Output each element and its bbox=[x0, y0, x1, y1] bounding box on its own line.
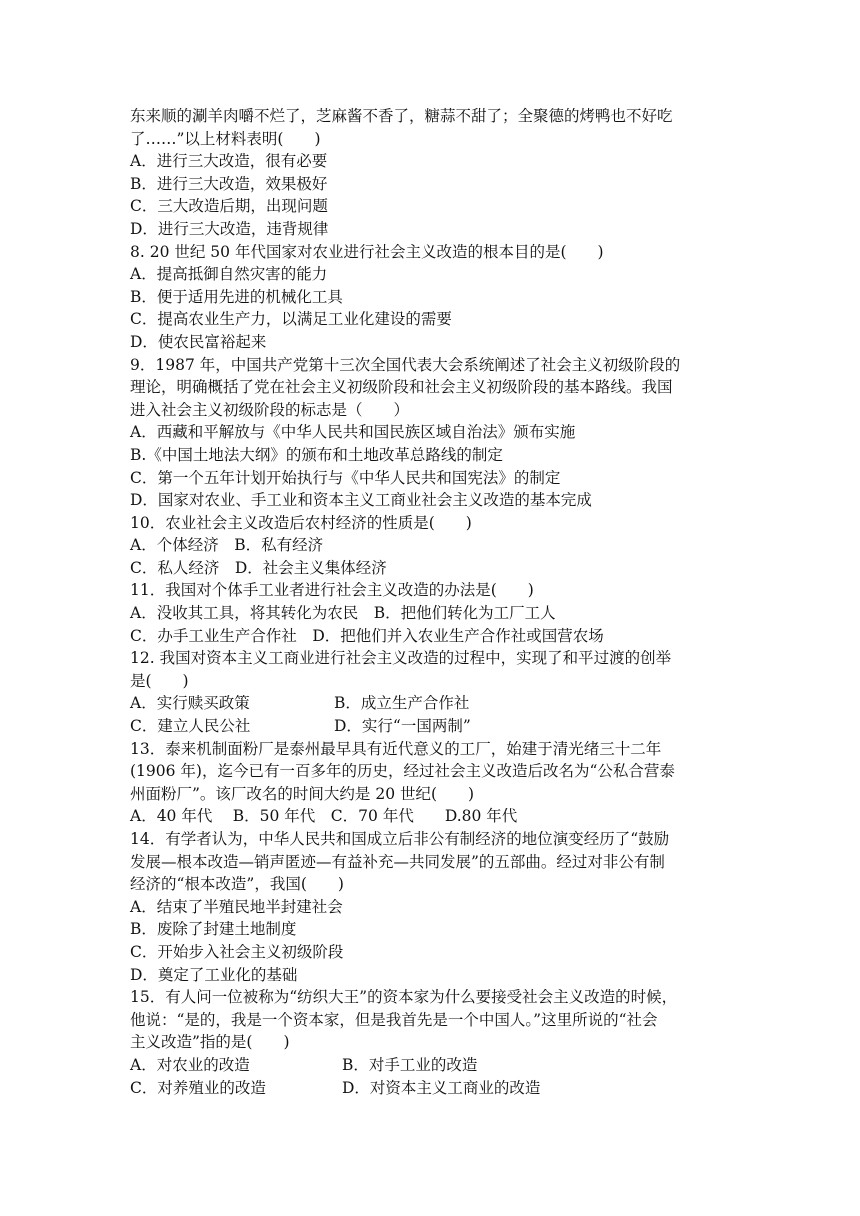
text-line: C．开始步入社会主义初级阶段 bbox=[130, 942, 344, 961]
option-right: B．成立生产合作社 bbox=[334, 694, 470, 713]
text-line: 州面粉厂”。该厂改名的时间大约是 20 世纪( ) bbox=[130, 784, 475, 803]
text-line: 经济的“根本改造”，我国( ) bbox=[130, 875, 344, 894]
text-line bbox=[130, 692, 740, 715]
text-line: 发展—根本改造—销声匿迹—有益补充—共同发展”的五部曲。经过对非公有制 bbox=[130, 852, 665, 871]
text-line: 15．有人问一位被称为“纺织大王”的资本家为什么要接受社会主义改造的时候， bbox=[130, 988, 678, 1007]
text-line: 11．我国对个体手工业者进行社会主义改造的办法是( ) bbox=[130, 581, 534, 600]
text-line: A．个体经济 B．私有经济 bbox=[130, 536, 324, 555]
text-line: C．三大改造后期，出现问题 bbox=[130, 197, 328, 216]
text-line bbox=[130, 715, 740, 738]
text-line: C．第一个五年计划开始执行与《中华人民共和国宪法》的制定 bbox=[130, 468, 561, 487]
text-line: B．废除了封建土地制度 bbox=[130, 920, 297, 939]
text-line: 了……”以上材料表明( ) bbox=[130, 129, 321, 148]
text-line: A．西藏和平解放与《中华人民共和国民族区域自治法》颁布实施 bbox=[130, 423, 576, 442]
text-line: B．进行三大改造，效果极好 bbox=[130, 174, 328, 193]
text-line: 10．农业社会主义改造后农村经济的性质是( ) bbox=[130, 513, 472, 532]
text-line: D．进行三大改造，违背规律 bbox=[130, 219, 329, 238]
text-line: B．便于适用先进的机械化工具 bbox=[130, 287, 343, 306]
text-line: D．国家对农业、手工业和资本主义工商业社会主义改造的基本完成 bbox=[130, 491, 592, 510]
text-line: C．办手工业生产合作社 D．把他们并入农业生产合作社或国营农场 bbox=[130, 626, 604, 645]
text-line: 理论，明确概括了党在社会主义初级阶段和社会主义初级阶段的基本路线。我国 bbox=[130, 378, 673, 397]
text-line: B.《中国土地法大纲》的颁布和土地改革总路线的制定 bbox=[130, 445, 503, 464]
text-line: C．私人经济 D．社会主义集体经济 bbox=[130, 558, 387, 577]
option-left: C．对养殖业的改造 bbox=[130, 1078, 266, 1097]
option-right: B．对手工业的改造 bbox=[342, 1055, 478, 1074]
text-line: 进入社会主义初级阶段的标志是（ ） bbox=[130, 400, 410, 419]
text-line: C．提高农业生产力，以满足工业化建设的需要 bbox=[130, 310, 452, 329]
text-line bbox=[130, 1054, 740, 1077]
option-left: C．建立人民公社 bbox=[130, 717, 251, 736]
option-left: A．实行赎买政策 bbox=[130, 694, 250, 713]
text-line: (1906 年)，迄今已有一百多年的历史，经过社会主义改造后改名为“公私合营泰 bbox=[130, 762, 675, 781]
text-line: 主义改造”指的是( ) bbox=[130, 1033, 290, 1052]
text-line: D．奠定了工业化的基础 bbox=[130, 965, 298, 984]
text-line: A．结束了半殖民地半封建社会 bbox=[130, 897, 343, 916]
text-line: A．没收其工具，将其转化为农民 B．把他们转化为工厂工人 bbox=[130, 604, 556, 623]
text-line: 14．有学者认为，中华人民共和国成立后非公有制经济的地位演变经历了“鼓励 bbox=[130, 830, 670, 848]
text-line: 东来顺的涮羊肉嚼不烂了，芝麻酱不香了，糖蒜不甜了；全聚德的烤鸭也不好吃 bbox=[130, 107, 673, 125]
text-line: A．40 年代 B．50 年代 C．70 年代 D.80 年代 bbox=[130, 807, 518, 826]
text-line: 13．泰来机制面粉厂是泰州最早具有近代意义的工厂，始建于清光绪三十二年 bbox=[130, 739, 662, 758]
text-line bbox=[130, 1077, 740, 1100]
exam-page bbox=[130, 105, 740, 1099]
text-line: D．使农民富裕起来 bbox=[130, 332, 267, 351]
text-line: 9．1987 年，中国共产党第十三次全国代表大会系统阐述了社会主义初级阶段的 bbox=[130, 355, 681, 374]
text-line: A．提高抵御自然灾害的能力 bbox=[130, 265, 328, 284]
text-line: A．进行三大改造，很有必要 bbox=[130, 152, 328, 171]
text-line: 是( ) bbox=[130, 671, 189, 690]
text-line: 他说：“是的，我是一个资本家，但是我首先是一个中国人。”这里所说的“社会 bbox=[130, 1010, 658, 1029]
text-line: 12. 我国对资本主义工商业进行社会主义改造的过程中，实现了和平过渡的创举 bbox=[130, 649, 672, 668]
option-left: A．对农业的改造 bbox=[130, 1055, 250, 1074]
option-right: D．对资本主义工商业的改造 bbox=[342, 1078, 541, 1097]
option-right: D．实行“一国两制” bbox=[334, 717, 471, 736]
text-line: 8. 20 世纪 50 年代国家对农业进行社会主义改造的根本目的是( ) bbox=[130, 242, 604, 261]
